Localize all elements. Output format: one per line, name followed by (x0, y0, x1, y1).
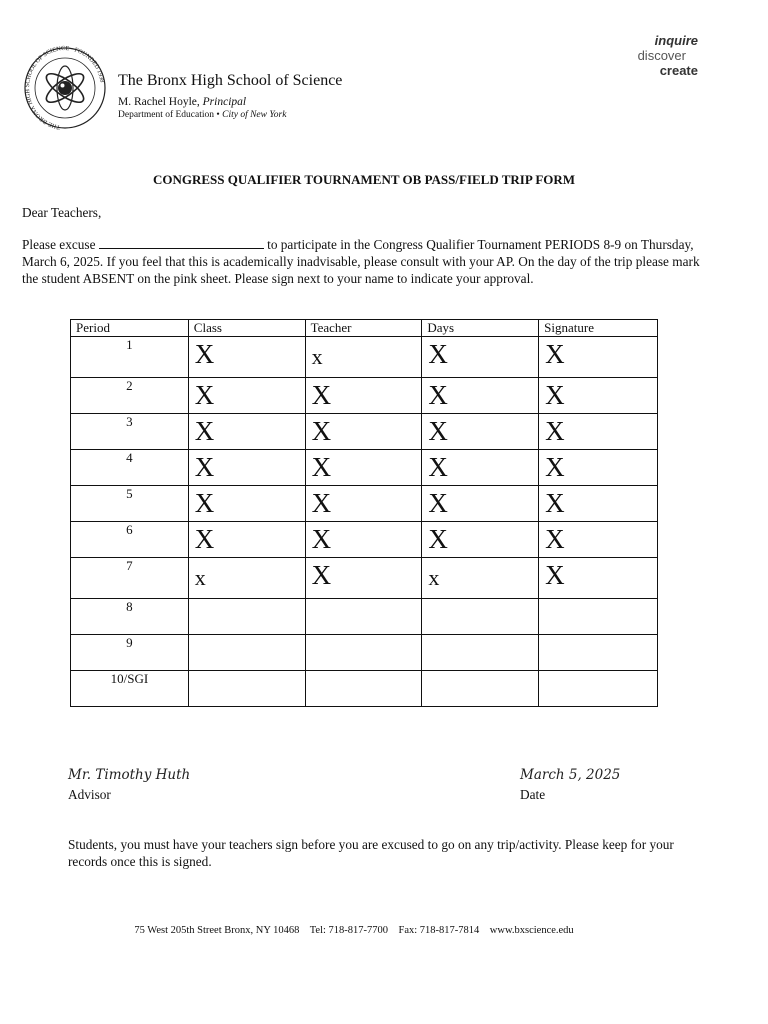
para-start: Please excuse (22, 237, 99, 252)
table-row (71, 337, 658, 378)
tagline-create: create (659, 63, 698, 78)
teacher-cell[interactable]: x (305, 337, 422, 378)
table-row (71, 378, 658, 414)
days-cell[interactable]: X (422, 450, 539, 486)
teacher-cell[interactable] (305, 671, 422, 707)
advisor-signature: Mr. Timothy Huth (68, 767, 191, 783)
header-class: Class (188, 320, 305, 337)
teacher-cell[interactable]: X (305, 486, 422, 522)
header-days: Days (422, 320, 539, 337)
period-cell: 1 (71, 337, 189, 378)
days-cell[interactable]: X (422, 337, 539, 378)
signature-cell[interactable]: X (539, 414, 658, 450)
principal-name: M. Rachel Hoyle, (118, 96, 203, 108)
teacher-cell[interactable]: X (305, 522, 422, 558)
class-cell[interactable] (188, 671, 305, 707)
body-paragraph (22, 236, 702, 287)
days-cell[interactable] (422, 599, 539, 635)
student-name-blank[interactable] (99, 236, 264, 249)
table-row (71, 635, 658, 671)
days-cell[interactable]: x (422, 558, 539, 599)
table-row (71, 486, 658, 522)
principal-title: Principal (202, 96, 247, 108)
teacher-cell[interactable]: X (305, 414, 422, 450)
class-cell[interactable] (188, 599, 305, 635)
table-row (71, 522, 658, 558)
form-title: CONGRESS QUALIFIER TOURNAMENT OB PASS/FIELD TRIP FORM (152, 172, 576, 187)
school-name: The Bronx High School of Science (118, 72, 343, 89)
signature-cell[interactable]: X (539, 522, 658, 558)
period-cell: 4 (71, 450, 189, 486)
period-cell: 3 (71, 414, 189, 450)
greeting: Dear Teachers, (22, 205, 102, 220)
teacher-cell[interactable]: X (305, 450, 422, 486)
period-cell: 8 (71, 599, 189, 635)
days-cell[interactable] (422, 671, 539, 707)
class-cell[interactable] (188, 635, 305, 671)
header-signature: Signature (539, 320, 658, 337)
footer-contact: 75 West 205th Street Bronx, NY 10468 Tel: 718-817-7700 Fax: 718-817-7814 www.bxscience.edu (134, 925, 574, 936)
period-cell: 9 (71, 635, 189, 671)
para-rest: to participate in the Congress Qualifier Tournament PERIODS 8-9 on Thursday, March 6, 2025. If you feel that this is academically inadvisable, please consult with your AP. On the day of the trip please mark the student ABSENT on the pink sheet. Please sign next to your name to indicate your approval. (22, 237, 700, 286)
table-row (71, 414, 658, 450)
class-cell[interactable]: x (188, 558, 305, 599)
tagline-inquire: inquire (654, 33, 698, 48)
principal-line (118, 96, 246, 108)
signature-cell[interactable] (539, 599, 658, 635)
tagline (638, 33, 698, 78)
signature-cell[interactable] (539, 671, 658, 707)
period-cell: 2 (71, 378, 189, 414)
period-cell: 6 (71, 522, 189, 558)
period-cell: 7 (71, 558, 189, 599)
signature-cell[interactable]: X (539, 450, 658, 486)
signature-cell[interactable] (539, 635, 658, 671)
table-row (71, 599, 658, 635)
city-name: City of New York (222, 110, 287, 120)
class-cell[interactable]: X (188, 486, 305, 522)
department-line (118, 110, 286, 120)
period-signature-table (70, 319, 658, 707)
department-name: Department of Education • (118, 110, 223, 120)
class-cell[interactable]: X (188, 414, 305, 450)
table-row (71, 450, 658, 486)
days-cell[interactable] (422, 635, 539, 671)
date-label: Date (520, 787, 546, 802)
days-cell[interactable]: X (422, 486, 539, 522)
days-cell[interactable]: X (422, 414, 539, 450)
header-period: Period (71, 320, 189, 337)
table-row (71, 558, 658, 599)
signature-cell[interactable]: X (539, 337, 658, 378)
date-signature: March 5, 2025 (520, 767, 621, 783)
signature-cell[interactable]: X (539, 486, 658, 522)
signature-cell[interactable]: X (539, 558, 658, 599)
class-cell[interactable]: X (188, 337, 305, 378)
teacher-cell[interactable]: X (305, 378, 422, 414)
school-seal-logo (24, 42, 106, 132)
signature-cell[interactable]: X (539, 378, 658, 414)
student-note: Students, you must have your teachers sign before you are excused to go on any trip/activity. Please keep for your records once this is signed. (68, 837, 674, 869)
table-row (71, 671, 658, 707)
days-cell[interactable]: X (422, 378, 539, 414)
teacher-cell[interactable] (305, 635, 422, 671)
class-cell[interactable]: X (188, 378, 305, 414)
advisor-label: Advisor (68, 787, 111, 802)
period-cell: 5 (71, 486, 189, 522)
teacher-cell[interactable] (305, 599, 422, 635)
table-header-row (71, 320, 658, 337)
class-cell[interactable]: X (188, 522, 305, 558)
seal-text: THE BRONX HIGH SCHOOL OF SCIENCE · FOUNDED 1938 (24, 44, 106, 131)
tagline-discover: discover (637, 48, 686, 63)
class-cell[interactable]: X (188, 450, 305, 486)
teacher-cell[interactable]: X (305, 558, 422, 599)
days-cell[interactable]: X (422, 522, 539, 558)
period-cell: 10/SGI (71, 671, 189, 707)
header-teacher: Teacher (305, 320, 422, 337)
